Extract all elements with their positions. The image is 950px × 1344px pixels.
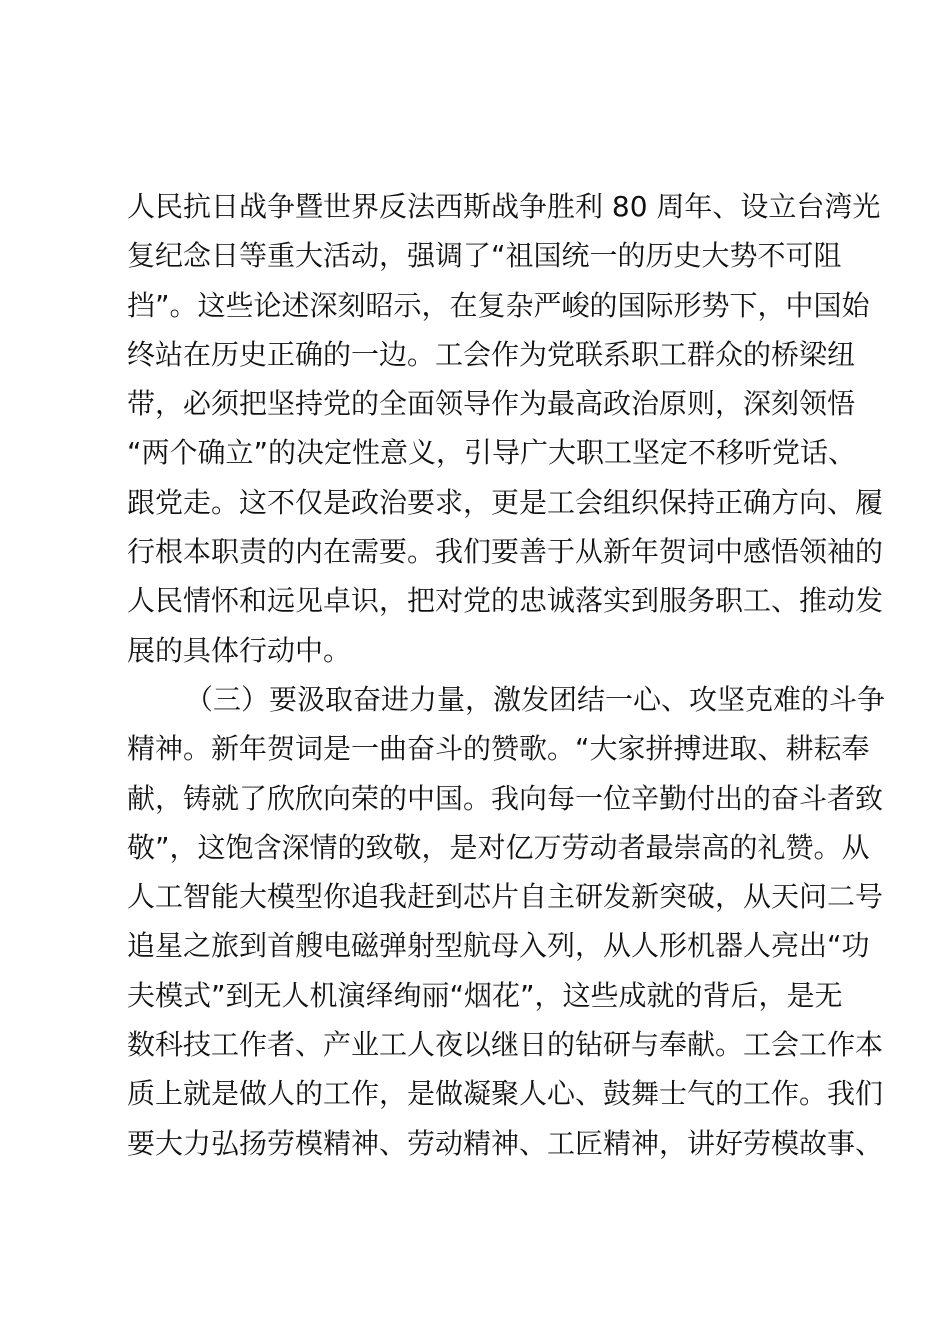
text-line: 人民抗日战争暨世界反法西斯战争胜利 80 周年、设立台湾光 [127,190,881,223]
text-line: 跟党走。这不仅是政治要求，更是工会组织保持正确方向、履 [127,485,884,519]
text-line: 人民情怀和远见卓识，把对党的忠诚落实到服务职工、推动发 [127,584,884,618]
text-line: 展的具体行动中。 [127,633,352,667]
text-line: 人工智能大模型你追我赶到芯片自主研发新突破，从天问二号 [127,880,884,914]
text-line: 复纪念日等重大活动，强调了“祖国统一的历史大势不可阻 [127,239,842,273]
text-line: 献，铸就了欣欣向荣的中国。我向每一位辛勤付出的奋斗者致 [127,781,884,815]
paragraph-section-3 [127,675,886,1168]
text-line: 夫模式”到无人机演绎绚丽“烟花”，这些成就的背后，是无 [127,978,843,1012]
paragraph-continued [127,182,884,675]
text-line: 要大力弘扬劳模精神、劳动精神、工匠精神，讲好劳模故事、 [127,1126,884,1160]
text-line: 终站在历史正确的一边。工会作为党联系职工群众的桥梁纽 [127,337,856,371]
document-body [127,182,886,1168]
text-line: 带，必须把坚持党的全面领导作为最高政治原则，深刻领悟 [127,387,856,421]
text-line: 敬”，这饱含深情的致敬，是对亿万劳动者最崇高的礼赞。从 [127,830,870,864]
text-line: 质上就是做人的工作，是做凝聚人心、鼓舞士气的工作。我们 [127,1077,884,1111]
text-line: 精神。新年贺词是一曲奋斗的赞歌。“大家拼搏进取、耕耘奉 [127,732,870,766]
text-line: 数科技工作者、产业工人夜以继日的钻研与奉献。工会工作本 [127,1028,884,1062]
text-line: “两个确立”的决定性意义，引导广大职工坚定不移听党话、 [127,436,857,470]
text-line: 行根本职责的内在需要。我们要善于从新年贺词中感悟领袖的 [127,535,884,569]
text-line: 追星之旅到首艘电磁弹射型航母入列，从人形机器人亮出“功 [127,929,870,963]
section-heading-line: （三）要汲取奋进力量，激发团结一心、攻坚克难的斗争 [185,682,886,716]
text-line: 挡”。这些论述深刻昭示，在复杂严峻的国际形势下，中国始 [127,288,870,322]
